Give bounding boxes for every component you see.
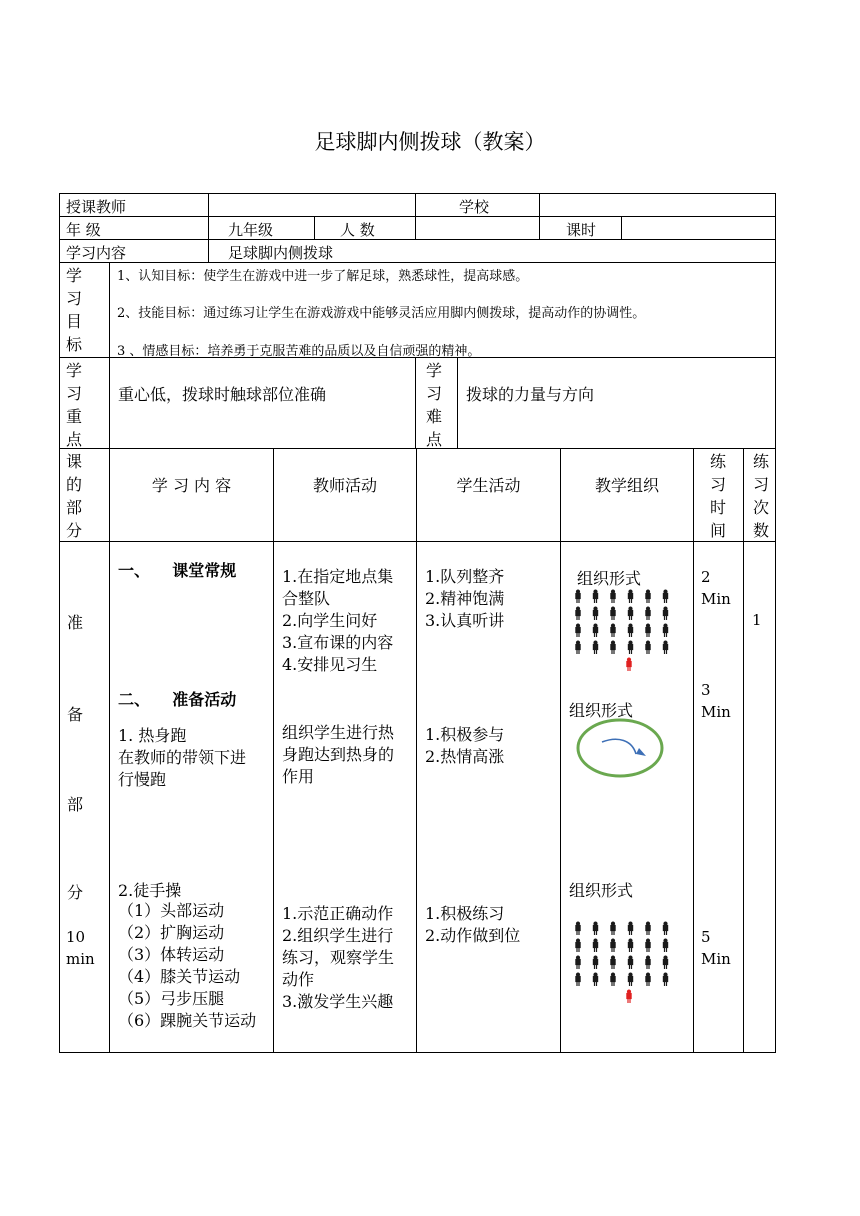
section-routine-title: 一、 课堂常规 — [118, 561, 237, 580]
calisthenics-teacher-activity: 1.示范正确动作 2.组织学生进行 练习，观察学生 动作 3.激发学生兴趣 — [282, 904, 395, 1011]
student-figure-icon — [611, 956, 615, 969]
student-figure-icon — [628, 922, 632, 935]
student-figure-icon — [628, 590, 632, 603]
routine-org-label: 组织形式 — [577, 569, 642, 588]
difficulty-value: 拨球的力量与方向 — [466, 385, 595, 404]
grade-label: 年 级 — [66, 221, 101, 239]
warmup-student-activity: 1.积极参与 2.热情高涨 — [425, 725, 505, 766]
warmup-content: 1. 热身跑 在教师的带领下进 行慢跑 — [118, 726, 247, 789]
part-char: 准 — [67, 613, 84, 632]
student-figure-icon — [593, 641, 597, 654]
key-label: 学 习 重 点 — [65, 361, 82, 449]
part-time: 10 min — [66, 928, 95, 968]
student-figure-icon — [628, 641, 632, 654]
arrow-head-icon — [636, 748, 646, 756]
student-figure-icon — [576, 624, 580, 637]
warmup-time: 3 Min — [701, 681, 731, 721]
student-figure-icon — [593, 624, 597, 637]
routine-times: 1 — [752, 611, 762, 629]
document-title: 足球脚内侧拨球（教案） — [314, 130, 546, 154]
calisthenics-title: 2.徒手操 — [118, 881, 182, 900]
student-figure-icon — [576, 590, 580, 603]
part-char: 分 — [67, 883, 84, 902]
student-figure-icon — [646, 607, 650, 620]
col-times-header: 练 习 次 数 — [752, 452, 769, 540]
student-figure-icon — [611, 607, 615, 620]
key-value: 重心低，拨球时触球部位准确 — [118, 385, 327, 404]
student-figure-icon — [663, 922, 667, 935]
student-figure-icon — [663, 641, 667, 654]
calisthenics-time: 5 Min — [701, 928, 731, 968]
calisthenics-student-activity: 1.积极练习 2.动作做到位 — [425, 904, 521, 945]
grade-value: 九年级 — [228, 221, 274, 239]
goal-item: 2、技能目标：通过练习让学生在游戏游戏中能够灵活应用脚内侧拨球，提高动作的协调性。 — [117, 306, 646, 321]
formation-diagram-2 — [572, 920, 684, 1004]
student-figure-icon — [611, 939, 615, 952]
calisthenics-org-label: 组织形式 — [569, 881, 634, 900]
student-figure-icon — [663, 956, 667, 969]
hours-label: 课时 — [566, 221, 597, 239]
student-figure-icon — [646, 939, 650, 952]
routine-student-activity: 1.队列整齐 2.精神饱满 3.认真听讲 — [425, 567, 505, 630]
student-figure-icon — [593, 590, 597, 603]
student-figure-icon — [663, 939, 667, 952]
section-warmup-title: 二、 准备活动 — [118, 690, 237, 709]
student-figure-icon — [663, 590, 667, 603]
warmup-teacher-activity: 组织学生进行热 身跑达到热身的 作用 — [282, 723, 395, 786]
formation-diagram-1 — [572, 588, 684, 672]
part-char: 备 — [67, 705, 84, 724]
student-figure-icon — [646, 956, 650, 969]
col-student-header: 学生活动 — [456, 476, 521, 495]
count-label: 人 数 — [340, 221, 375, 239]
student-figure-icon — [576, 939, 580, 952]
teacher-figure-icon — [627, 990, 631, 1003]
col-org-header: 教学组织 — [594, 476, 659, 495]
student-figure-icon — [646, 590, 650, 603]
student-figure-icon — [611, 624, 615, 637]
running-circle — [578, 720, 662, 776]
col-part-header: 课 的 部 分 — [65, 452, 82, 540]
run-direction-arrow — [602, 739, 636, 754]
running-circle-diagram — [574, 716, 666, 780]
student-figure-icon — [646, 641, 650, 654]
school-label: 学校 — [459, 198, 490, 216]
goal-item: 1、认知目标：使学生在游戏中进一步了解足球，熟悉球性，提高球感。 — [117, 269, 529, 284]
warmup-org-label: 组织形式 — [569, 701, 634, 720]
student-figure-icon — [628, 607, 632, 620]
student-figure-icon — [611, 973, 615, 986]
student-figure-icon — [628, 956, 632, 969]
student-figure-icon — [576, 956, 580, 969]
student-figure-icon — [593, 973, 597, 986]
teacher-figure-icon — [627, 658, 631, 671]
teacher-label: 授课教师 — [66, 198, 127, 216]
part-char: 部 — [67, 795, 84, 814]
student-figure-icon — [646, 922, 650, 935]
student-figure-icon — [593, 922, 597, 935]
difficulty-label: 学 习 难 点 — [425, 361, 442, 449]
student-figure-icon — [611, 641, 615, 654]
goals-label: 学 习 目 标 — [65, 266, 82, 354]
student-figure-icon — [593, 939, 597, 952]
student-figure-icon — [646, 624, 650, 637]
goal-item: 3 、情感目标：培养勇于克服苦难的品质以及自信顽强的精神。 — [117, 344, 481, 359]
calisthenics-items: （1）头部运动 （2）扩胸运动 （3）体转运动 （4）膝关节运动 （5）弓步压腿 （6）踝腕关节运动 — [118, 901, 257, 1030]
content-label: 学习内容 — [66, 244, 127, 262]
student-figure-icon — [646, 973, 650, 986]
student-figure-icon — [628, 973, 632, 986]
student-figure-icon — [611, 922, 615, 935]
student-figure-icon — [576, 973, 580, 986]
student-figure-icon — [663, 624, 667, 637]
student-figure-icon — [593, 607, 597, 620]
col-teacher-header: 教师活动 — [312, 476, 377, 495]
student-figure-icon — [611, 590, 615, 603]
student-figure-icon — [663, 973, 667, 986]
col-time-header: 练 习 时 间 — [709, 452, 726, 540]
student-figure-icon — [593, 956, 597, 969]
routine-teacher-activity: 1.在指定地点集 合整队 2.向学生问好 3.宣布课的内容 4.安排见习生 — [282, 567, 394, 674]
routine-time: 2 Min — [701, 568, 731, 608]
student-figure-icon — [628, 939, 632, 952]
student-figure-icon — [628, 624, 632, 637]
student-figure-icon — [576, 922, 580, 935]
student-figure-icon — [663, 607, 667, 620]
col-content-header: 学 习 内 容 — [151, 476, 232, 495]
student-figure-icon — [576, 641, 580, 654]
student-figure-icon — [576, 607, 580, 620]
content-value: 足球脚内侧拨球 — [228, 244, 334, 262]
